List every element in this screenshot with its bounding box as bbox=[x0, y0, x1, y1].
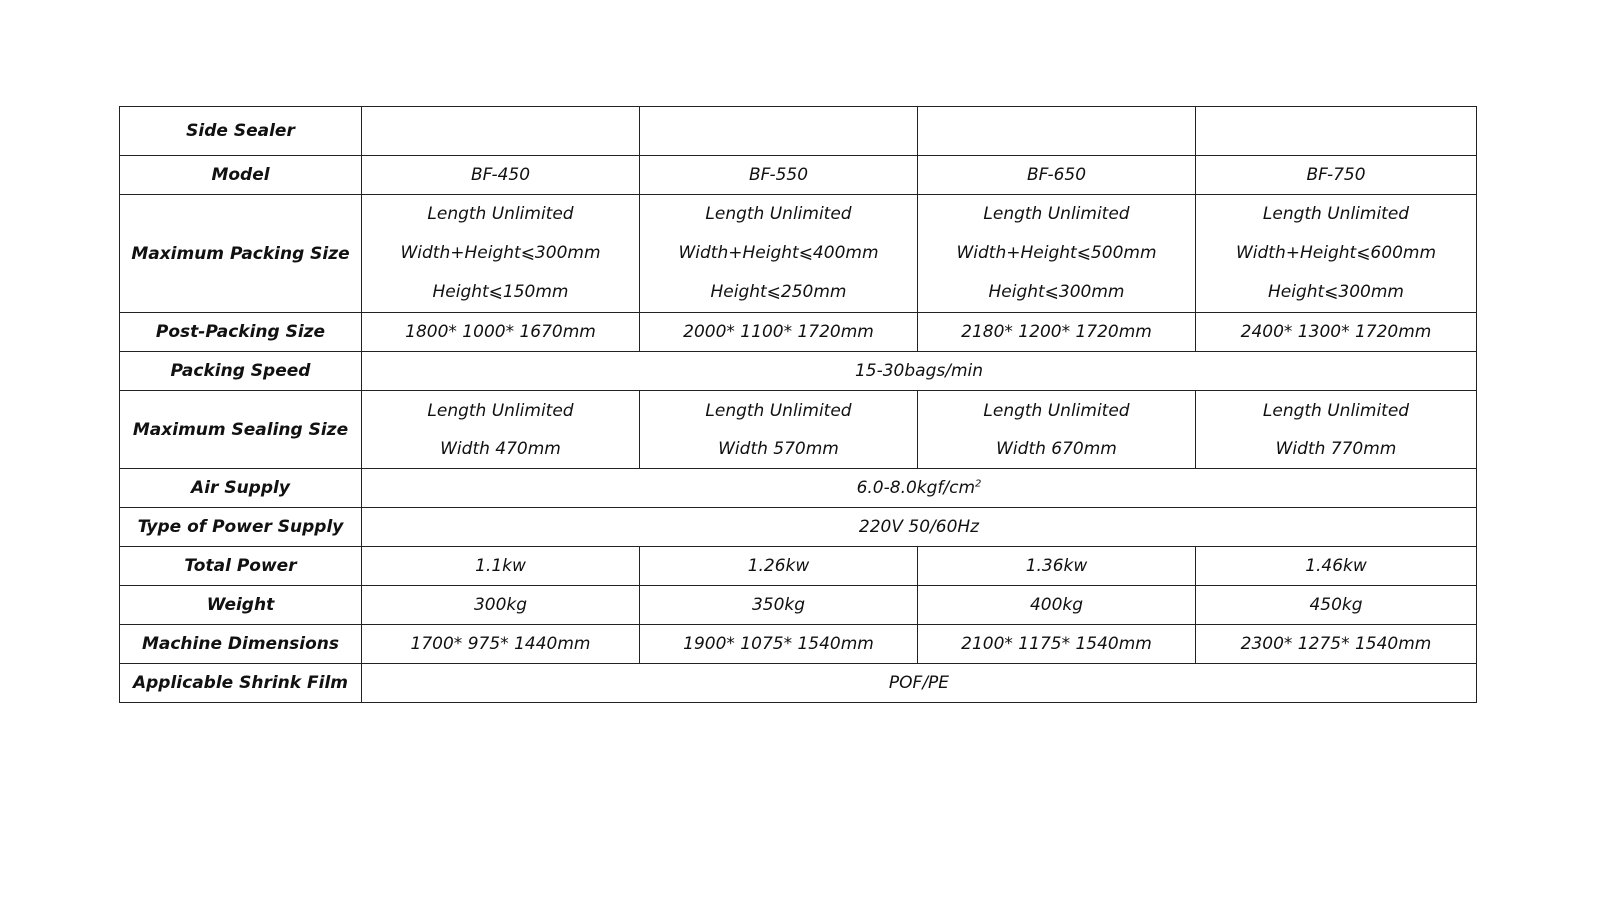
cell-line: Height⩽300mm bbox=[1267, 282, 1404, 302]
table-cell: BF-450 bbox=[362, 156, 640, 195]
cell-line: Length Unlimited bbox=[983, 204, 1130, 224]
table-row-power-supply-type bbox=[120, 508, 1477, 547]
cell-line: Length Unlimited bbox=[705, 204, 852, 224]
table-cell: 1.1kw bbox=[362, 547, 640, 586]
table-cell bbox=[918, 391, 1196, 469]
cell-line: Width 470mm bbox=[440, 438, 561, 459]
table-cell bbox=[640, 195, 918, 313]
table-row-model bbox=[120, 156, 1477, 195]
table-cell: 1.46kw bbox=[1196, 547, 1477, 586]
cell-line: Height⩽250mm bbox=[710, 282, 847, 302]
spec-table bbox=[119, 106, 1477, 703]
cell-line: Width+Height⩽500mm bbox=[956, 243, 1157, 263]
table-cell bbox=[362, 195, 640, 313]
table-cell: 1900* 1075* 1540mm bbox=[640, 625, 918, 664]
row-label: Model bbox=[120, 156, 362, 195]
table-cell: 300kg bbox=[362, 586, 640, 625]
cell-line: Height⩽150mm bbox=[432, 282, 569, 302]
table-cell: 1.36kw bbox=[918, 547, 1196, 586]
table-cell bbox=[918, 195, 1196, 313]
cell-line: Length Unlimited bbox=[1262, 204, 1410, 224]
cell-line: Length Unlimited bbox=[427, 204, 574, 224]
table-cell: 400kg bbox=[918, 586, 1196, 625]
row-label: Maximum Sealing Size bbox=[120, 391, 362, 469]
cell-line: Length Unlimited bbox=[983, 400, 1130, 421]
table-row-packing-speed bbox=[120, 352, 1477, 391]
table-cell: BF-650 bbox=[918, 156, 1196, 195]
table-row-air-supply bbox=[120, 469, 1477, 508]
row-label: Applicable Shrink Film bbox=[120, 664, 362, 703]
table-row-machine-dimensions bbox=[120, 625, 1477, 664]
cell-line: Width 770mm bbox=[1275, 438, 1397, 459]
table-cell: 2300* 1275* 1540mm bbox=[1196, 625, 1477, 664]
table-row-weight bbox=[120, 586, 1477, 625]
table-row-post-packing-size bbox=[120, 313, 1477, 352]
table-cell: 2100* 1175* 1540mm bbox=[918, 625, 1196, 664]
header-cell bbox=[640, 107, 918, 156]
spanned-cell: 220V 50/60Hz bbox=[362, 508, 1477, 547]
row-label: Weight bbox=[120, 586, 362, 625]
row-label: Air Supply bbox=[120, 469, 362, 508]
table-cell bbox=[362, 391, 640, 469]
spanned-cell: POF/PE bbox=[362, 664, 1477, 703]
row-label: Side Sealer bbox=[120, 107, 362, 156]
header-row bbox=[120, 107, 1477, 156]
superscript: 2 bbox=[975, 478, 982, 490]
cell-line: Width+Height⩽300mm bbox=[400, 243, 601, 263]
spanned-cell: 15-30bags/min bbox=[362, 352, 1477, 391]
table-cell bbox=[1196, 195, 1477, 313]
table-cell bbox=[1196, 391, 1477, 469]
table-cell: 450kg bbox=[1196, 586, 1477, 625]
air-supply-value: 6.0-8.0kgf/cm bbox=[856, 478, 976, 498]
table-cell bbox=[640, 391, 918, 469]
header-cell bbox=[918, 107, 1196, 156]
table-row-max-packing-size bbox=[120, 195, 1477, 313]
cell-line: Height⩽300mm bbox=[988, 282, 1125, 302]
table-cell: 2400* 1300* 1720mm bbox=[1196, 313, 1477, 352]
table-cell: 2000* 1100* 1720mm bbox=[640, 313, 918, 352]
cell-line: Width 570mm bbox=[718, 438, 839, 459]
row-label: Total Power bbox=[120, 547, 362, 586]
table-row-total-power bbox=[120, 547, 1477, 586]
table-cell: 1800* 1000* 1670mm bbox=[362, 313, 640, 352]
cell-line: Length Unlimited bbox=[705, 400, 852, 421]
cell-line: Width+Height⩽600mm bbox=[1235, 243, 1436, 263]
header-cell bbox=[362, 107, 640, 156]
cell-line: Width 670mm bbox=[996, 438, 1117, 459]
row-label: Post-Packing Size bbox=[120, 313, 362, 352]
table-cell: 1700* 975* 1440mm bbox=[362, 625, 640, 664]
header-cell bbox=[1196, 107, 1477, 156]
row-label: Type of Power Supply bbox=[120, 508, 362, 547]
table-cell: 350kg bbox=[640, 586, 918, 625]
table-cell: 1.26kw bbox=[640, 547, 918, 586]
row-label: Machine Dimensions bbox=[120, 625, 362, 664]
table-cell: BF-750 bbox=[1196, 156, 1477, 195]
cell-line: Length Unlimited bbox=[1262, 400, 1410, 421]
spanned-cell bbox=[362, 469, 1477, 508]
table-cell: BF-550 bbox=[640, 156, 918, 195]
cell-line: Width+Height⩽400mm bbox=[678, 243, 879, 263]
cell-line: Length Unlimited bbox=[427, 400, 574, 421]
row-label: Packing Speed bbox=[120, 352, 362, 391]
table-row-max-sealing-size bbox=[120, 391, 1477, 469]
table-cell: 2180* 1200* 1720mm bbox=[918, 313, 1196, 352]
row-label: Maximum Packing Size bbox=[120, 195, 362, 313]
table-row-shrink-film bbox=[120, 664, 1477, 703]
